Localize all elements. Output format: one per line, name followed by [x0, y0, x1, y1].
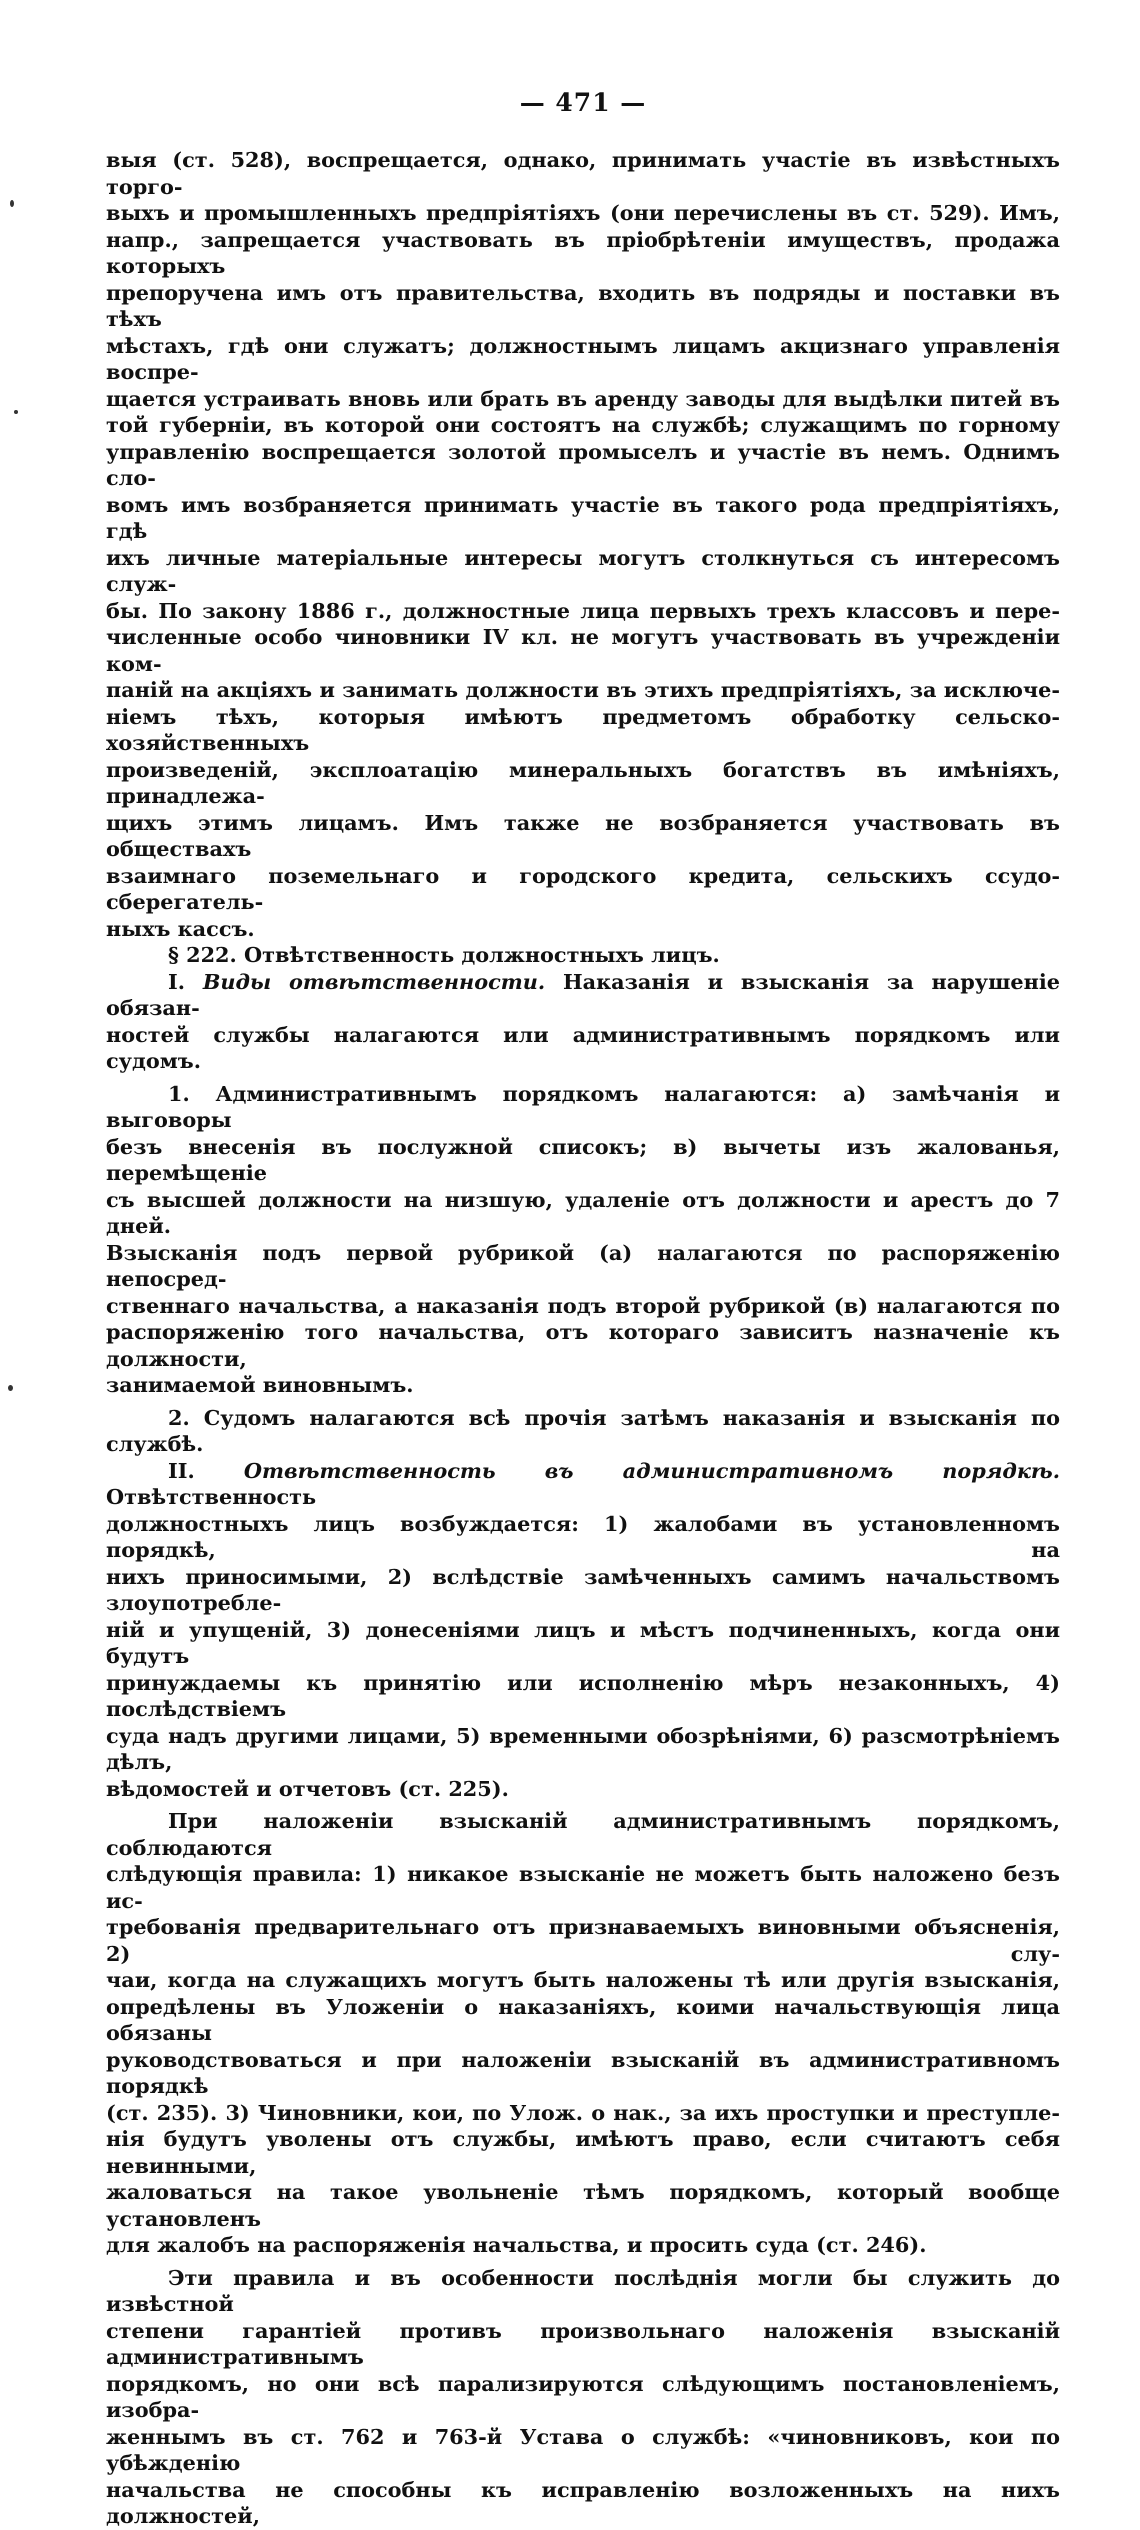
- paragraph-restrictions-end: [106, 916, 1060, 943]
- text-line: съ высшей должности на низшую, удаленіе отъ должности и арестъ до 7 дней.: [106, 1186, 1060, 1238]
- text-line: Взысканія подъ первой рубрикой (а) налагаются по распоряженію непосред-: [106, 1239, 1060, 1291]
- text-line: 2. Судомъ налагаются всѣ прочія затѣмъ наказанія и взысканія по: [168, 1404, 1060, 1430]
- text-line: руководствоваться и при наложеніи взысканій въ административномъ порядкѣ: [106, 2046, 1060, 2098]
- scan-speck: [10, 200, 14, 207]
- roman-numeral: I.: [168, 968, 203, 994]
- text-line: взаимнаго поземельнаго и городского кредита, сельскихъ ссудо-сберегатель-: [106, 862, 1060, 914]
- text-line: чаи, когда на служащихъ могутъ быть наложены тѣ или другія взысканія,: [106, 1967, 1060, 1992]
- text-line: той губерніи, въ которой они состоятъ на службѣ; служащимъ по горному: [106, 412, 1060, 437]
- text-line: ственнаго начальства, а наказанія подъ второй рубрикой (в) налагаются по: [106, 1292, 1060, 1318]
- text-line: выя (ст. 528), воспрещается, однако, принимать участіе въ извѣстныхъ торго-: [106, 147, 1060, 199]
- text-line: жаловаться на такое увольненіе тѣмъ порядкомъ, который вообще установленъ: [106, 2179, 1060, 2231]
- text-line: ніемъ тѣхъ, которыя имѣютъ предметомъ обработку сельско-хозяйственныхъ: [106, 703, 1060, 755]
- page-number: — 471 —: [519, 88, 647, 117]
- text-line: мѣстахъ, гдѣ они служатъ; должностнымъ лицамъ акцизнаго управленія воспре-: [106, 332, 1060, 384]
- body-text: [106, 147, 1060, 2530]
- scan-speck: [8, 1385, 13, 1391]
- text-line: управленію воспрещается золотой промыселъ и участіе въ немъ. Однимъ сло-: [106, 438, 1060, 490]
- text-line: При наложеніи взысканій административнымъ порядкомъ, соблюдаются: [106, 1808, 1060, 1860]
- scan-speck: [14, 410, 18, 414]
- section-heading-222: [106, 942, 1060, 969]
- paragraph-types-of-liability-end: [106, 1022, 1060, 1075]
- text-line: напр., запрещается участвовать въ пріобрѣтеніи имуществъ, продажа которыхъ: [106, 226, 1060, 278]
- text-line: суда надъ другими лицами, 5) временными обозрѣніями, 6) разсмотрѣніемъ дѣлъ,: [106, 1722, 1060, 1774]
- text-line: вомъ имъ возбраняется принимать участіе въ такого рода предпріятіяхъ, гдѣ: [106, 491, 1060, 543]
- paragraph-administrative-order-end: [106, 1372, 1060, 1399]
- text-line: опредѣлены въ Уложеніи о наказаніяхъ, коими начальствующія лица обязаны: [106, 1993, 1060, 2045]
- text-line: Наказанія и взысканія за нарушеніе обязан-: [106, 968, 1060, 1020]
- text-line: начальства не способны къ исправленію возложенныхъ на нихъ должностей,: [106, 2476, 1060, 2528]
- text-line: Эти правила и въ особенности послѣднія могли бы служить до извѣстной: [106, 2264, 1060, 2316]
- text-line: занимаемой виновнымъ.: [106, 1372, 414, 1397]
- text-line: численные особо чиновники IV кл. не могутъ участвовать въ учрежденіи ком-: [106, 624, 1060, 676]
- text-line: ихъ личные матеріальные интересы могутъ столкнуться съ интересомъ служ-: [106, 544, 1060, 596]
- italic-subheading: Отвѣтственность въ административномъ порядкѣ.: [243, 1457, 1061, 1483]
- paragraph-court-order-end: [106, 1431, 1060, 1458]
- text-line: степени гарантіей противъ произвольнаго наложенія взысканій административнымъ: [106, 2317, 1060, 2369]
- paragraph-restrictions: [106, 147, 1060, 916]
- paragraph-administrative-liability-end: [106, 1776, 1060, 1803]
- paragraph-rules: [106, 1808, 1060, 2232]
- paragraph-court-order: [106, 1405, 1060, 1432]
- text-line: щихъ этимъ лицамъ. Имъ также не возбраняется участвовать въ обществахъ: [106, 809, 1060, 861]
- text-line: нихъ приносимыми, 2) вслѣдствіе замѣченныхъ самимъ начальствомъ злоупотребле-: [106, 1563, 1060, 1615]
- paragraph-rules-end: [106, 2232, 1060, 2259]
- text-line: принуждаемы къ принятію или исполненію мѣръ незаконныхъ, 4) послѣдствіемъ: [106, 1669, 1060, 1721]
- text-line: (ст. 235). 3) Чиновники, кои, по Улож. о нак., за ихъ проступки и преступле-: [106, 2099, 1060, 2125]
- text-line: порядкомъ, но они всѣ парализируются слѣдующимъ постановленіемъ, изобра-: [106, 2370, 1060, 2422]
- text-line: произведеній, эксплоатацію минеральныхъ богатствъ въ имѣніяхъ, принадлежа-: [106, 756, 1060, 808]
- text-line: бы. По закону 1886 г., должностные лица первыхъ трехъ классовъ и пере-: [106, 597, 1060, 623]
- roman-numeral: II.: [168, 1457, 244, 1483]
- text-line: Отвѣтственность: [106, 1484, 317, 1509]
- paragraph-guarantees: [106, 2265, 1060, 2530]
- text-line: паній на акціяхъ и занимать должности въ этихъ предпріятіяхъ, за исключе-: [106, 677, 1060, 702]
- italic-subheading: Виды отвѣтственности.: [202, 968, 546, 994]
- text-line: требованія предварительнаго отъ признаваемыхъ виновными объясненія, 2) слу-: [106, 1914, 1060, 1966]
- text-line: женнымъ въ ст. 762 и 763-й Устава о службѣ: «чиновниковъ, кои по убѣжденію: [106, 2423, 1060, 2475]
- text-line: должностныхъ лицъ возбуждается: 1) жалобами въ установленномъ порядкѣ, на: [106, 1510, 1060, 1562]
- paragraph-administrative-order: [106, 1081, 1060, 1373]
- text-line: службѣ.: [106, 1431, 204, 1456]
- text-line: препоручена имъ отъ правительства, входить въ подряды и поставки въ тѣхъ: [106, 279, 1060, 331]
- section-heading-text: § 222. Отвѣтственность должностныхъ лицъ.: [168, 942, 720, 967]
- text-line: ностей службы налагаются или административнымъ порядкомъ или судомъ.: [106, 1021, 1060, 1073]
- text-line: распоряженію того начальства, отъ котораго зависитъ назначеніе къ должности,: [106, 1319, 1060, 1371]
- text-line: слѣдующія правила: 1) никакое взысканіе не можетъ быть наложено безъ ис-: [106, 1861, 1060, 1913]
- text-line: нія будутъ уволены отъ службы, имѣютъ право, если считаютъ себя невинными,: [106, 2126, 1060, 2178]
- text-line: щается устраивать вновь или брать въ аренду заводы для выдѣлки питей въ: [106, 385, 1060, 411]
- paragraph-types-of-liability: [106, 969, 1060, 1022]
- text-line: выхъ и промышленныхъ предпріятіяхъ (они перечислены въ ст. 529). Имъ,: [106, 200, 1060, 225]
- text-line: безъ внесенія въ послужной списокъ; в) вычеты изъ жалованья, перемѣщеніе: [106, 1133, 1060, 1185]
- text-line: ныхъ кассъ.: [106, 915, 255, 941]
- text-line: ній и упущеній, 3) донесеніями лицъ и мѣстъ подчиненныхъ, когда они будутъ: [106, 1616, 1060, 1668]
- text-line: для жалобъ на распоряженія начальства, и просить суда (ст. 246).: [106, 2232, 927, 2257]
- paragraph-administrative-liability: [106, 1458, 1060, 1776]
- text-line: вѣдомостей и отчетовъ (ст. 225).: [106, 1775, 509, 1801]
- text-line: 1. Административнымъ порядкомъ налагаются: а) замѣчанія и выговоры: [106, 1080, 1060, 1132]
